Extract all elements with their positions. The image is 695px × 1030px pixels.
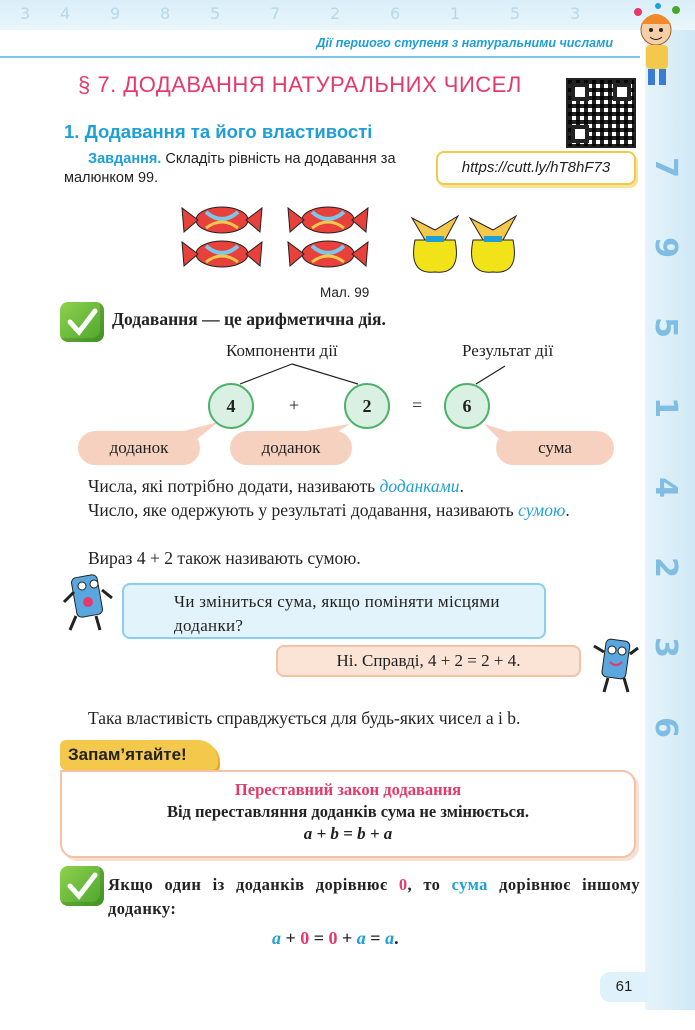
law-text: Від переставляння доданків сума не змінюється. (166, 802, 530, 821)
robot-left-illustration (62, 572, 114, 634)
paragraph-expression: Вираз 4 + 2 також називають сумою. (88, 548, 361, 568)
zero-highlight: 0 (398, 875, 408, 894)
formula-equals: = (309, 928, 329, 948)
paragraph-sum-text: Число, яке одержують у результаті додавання, називають (88, 500, 519, 520)
sum-label: сума (496, 431, 614, 465)
equals-sign: = (412, 395, 423, 415)
paragraph-sum (64, 498, 644, 523)
term-addends: доданками (379, 476, 460, 496)
paragraph-addends (64, 474, 644, 499)
result-circle: 6 (444, 383, 490, 429)
rule-box (60, 770, 636, 858)
formula-a: a (272, 928, 281, 948)
task-text: Складіть рівність на додавання за малюнком 99. (64, 151, 396, 186)
formula-a: a (385, 928, 395, 948)
paragraph-addends-text: Числа, які потрібно додати, називають (88, 476, 380, 496)
addend-label-1: доданок (78, 431, 200, 465)
formula-plus: + (281, 928, 301, 948)
right-decor-band: 7 9 5 1 4 2 3 6 (645, 30, 695, 1010)
remember-label: Запам’ятайте! (60, 740, 218, 770)
operand-circle-2: 2 (344, 383, 390, 429)
zero-rule-part2: , то (407, 875, 452, 894)
robot-right-illustration (592, 636, 640, 694)
page-number: 61 (600, 972, 648, 1002)
term-sum: сумою (518, 500, 566, 520)
zero-formula (272, 928, 399, 949)
question-bubble: Чи зміниться сума, якщо поміняти місцями доданки? (122, 583, 546, 639)
answer-bubble: Ні. Справді, 4 + 2 = 2 + 4. (276, 645, 581, 677)
definition-text: Додавання — це арифметична дія. (112, 309, 386, 329)
plus-sign: + (289, 395, 300, 415)
figure-caption: Мал. 99 (320, 285, 370, 300)
paragraph-sum-end: . (565, 500, 570, 520)
zero-rule-text (108, 873, 640, 921)
addend-label-2: доданок (230, 431, 352, 465)
section-title: § 7. ДОДАВАННЯ НАТУРАЛЬНИХ ЧИСЕЛ (78, 72, 522, 97)
formula-zero: 0 (300, 928, 310, 948)
top-decor-band: 3 4 9 8 5 7 2 6 1 5 3 (0, 0, 695, 30)
operand-circle-1: 4 (208, 383, 254, 429)
zero-rule-part3: дорівнює іншому доданку: (108, 875, 641, 918)
formula-period: . (394, 928, 399, 948)
subsection-title: 1. Додавання та його властивості (64, 121, 373, 142)
formula-a: a (356, 928, 366, 948)
formula-zero: 0 (328, 928, 338, 948)
law-formula: a + b = b + a (303, 824, 393, 843)
law-title: Переставний закон додавання (234, 780, 462, 799)
result-label: Результат дії (462, 341, 554, 360)
formula-equals: = (365, 928, 386, 948)
sum-highlight: сума (451, 875, 488, 894)
task-label: Завдання. (88, 151, 162, 167)
paragraph-addends-end: . (459, 476, 464, 496)
zero-rule-part1: Якщо один із доданків дорівнює (108, 875, 399, 894)
components-label: Компоненти дії (226, 341, 338, 360)
checkmark-icon (60, 866, 104, 906)
link-url[interactable]: https://cutt.ly/hT8hF73 (436, 151, 636, 185)
property-text: Така властивість справджується для будь-яких чисел a і b. (88, 708, 521, 728)
formula-plus: + (337, 928, 357, 948)
running-head: Дії першого ступеня з натуральними числами (316, 36, 613, 50)
